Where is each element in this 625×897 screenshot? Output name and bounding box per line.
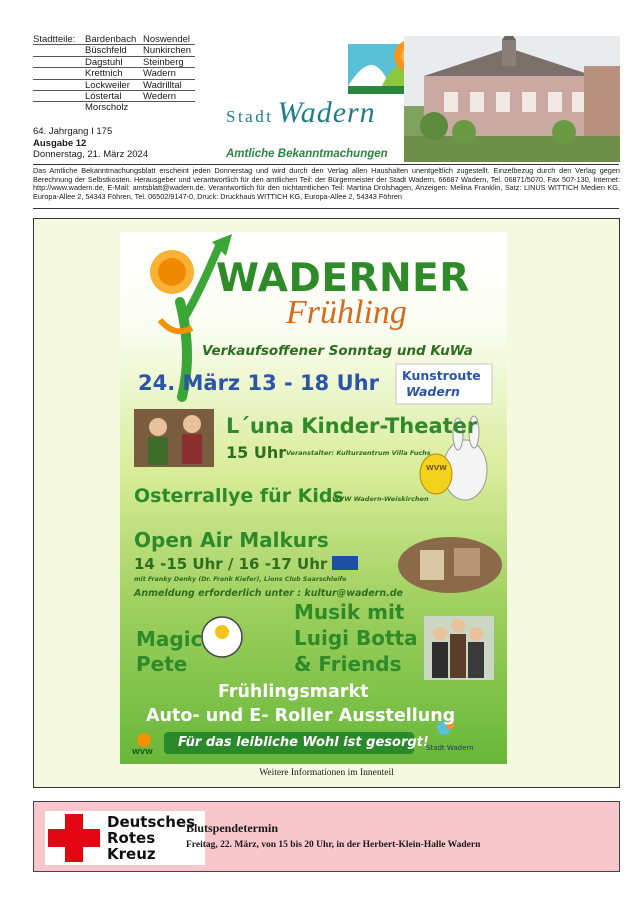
blood-donation-info: Freitag, 22. März, von 15 bis 20 Uhr, in der Herbert-Klein-Halle Wadern <box>186 840 481 850</box>
poster-subtitle: Verkaufsoffener Sonntag und KuWa <box>202 343 473 359</box>
malkurs-title: Open Air Malkurs <box>134 528 329 552</box>
issue-date: Donnerstag, 21. März 2024 <box>33 149 149 160</box>
district-name: Nunkirchen <box>143 45 192 57</box>
masthead-subtitle: Amtliche Bekanntmachungen <box>226 148 388 160</box>
district-name: Wadrilltal <box>143 79 182 91</box>
ad-caption: Weitere Informationen im Innenteil <box>259 768 394 778</box>
masthead-title <box>226 96 376 130</box>
music-line2: Luigi Botta <box>294 626 418 650</box>
spring-market: Frühlingsmarkt <box>218 682 369 702</box>
district-name: Wadern <box>143 68 176 80</box>
district-name: Bardenbach <box>85 34 137 45</box>
divider <box>33 208 619 209</box>
kunstroute-logo-line1: Kunstroute <box>402 368 481 383</box>
drk-line2: Rotes <box>107 829 156 847</box>
district-name: Morscholz <box>85 102 129 114</box>
theater-title: L´una Kinder-Theater <box>226 414 478 438</box>
districts-row <box>33 102 195 113</box>
rally-title: Osterrallye für Kids <box>134 485 344 507</box>
poster-title-script: Frühling <box>286 294 407 331</box>
districts-label: Stadtteile: <box>33 34 76 45</box>
issue-edition: Ausgabe 12 <box>33 137 87 149</box>
districts-row <box>33 91 195 102</box>
magic-pete-line1: Magic <box>136 627 203 651</box>
food-note: Für das leibliche Wohl ist gesorgt! <box>178 735 429 750</box>
wvw-badge: WVW <box>426 464 447 472</box>
drk-line1: Deutsches <box>107 813 196 831</box>
theater-time: 15 Uhr <box>226 443 287 462</box>
malkurs-organizer: mit Franky Denky (Dr. Frank Kiefer), Lions Club Saarschleife <box>134 576 347 583</box>
spring-poster <box>120 232 507 764</box>
blood-donation-title: Blutspendetermin <box>186 821 279 835</box>
music-line1: Musik mit <box>294 600 405 624</box>
malkurs-time: 14 -15 Uhr / 16 -17 Uhr <box>134 555 328 573</box>
car-expo: Auto- und E- Roller Ausstellung <box>146 706 456 726</box>
district-name <box>143 102 195 113</box>
masthead-stadt: Stadt <box>226 107 274 126</box>
district-name: Krettnich <box>85 68 123 80</box>
poster-date: 24. März 13 - 18 Uhr <box>138 371 379 395</box>
district-name: Steinberg <box>143 56 184 68</box>
districts-row <box>33 57 195 68</box>
district-name: Wedern <box>143 90 177 102</box>
drk-name <box>107 814 195 862</box>
drk-line3: Kreuz <box>107 845 156 863</box>
registration-note: Anmeldung erforderlich unter : kultur@wadern.de <box>134 588 403 599</box>
advertisement-box <box>33 218 620 788</box>
footer-wvw: WVW <box>132 748 153 756</box>
districts-row <box>33 80 195 91</box>
districts-row <box>33 34 195 45</box>
footer-town: Stadt Wadern <box>426 744 474 752</box>
district-name: Dagstuhl <box>85 56 123 68</box>
issue-info <box>33 126 148 161</box>
imprint-text: Das Amtliche Bekanntmachungsblatt erscheint jeden Donnerstag und wird durch den Verlag allen Haushalten unentgeltlich zugestellt. Einzelbezug durch den Verlag gegen Berechnung der Selbstkosten. Herausgeber und verantwortlich für den amtlichen Teil: der Bürgermeister der Stadt Wadern, 66687 Wadern, Tel. 06871/5070, Fax 507-130, Internet: http://www.wadern.de, E-Mail: amtsblatt@wadern.de. Verantwortlich für den nichtamtlichen Teil: Martina Drolshagen, Anzeigen: Melina Franklin, Satz: LINUS WITTICH Medien KG, Europa-Allee 2, 54343 Föhren, Tel. 06502/9147-0, Druck: Druckhaus WITTICH KG, Europa-Allee 2, 54343 Föhren <box>33 166 620 201</box>
magic-pete-line2: Pete <box>136 652 188 676</box>
drk-logo <box>45 811 205 865</box>
district-name: Löstertal <box>85 90 122 102</box>
divider <box>33 164 619 165</box>
music-line3: & Friends <box>294 652 402 676</box>
blood-donation-box <box>33 801 620 872</box>
districts-row <box>33 45 195 56</box>
wvw-logo-icon <box>137 733 151 747</box>
theater-organizer: Veranstalter: Kulturzentrum Villa Fuchs <box>286 449 431 457</box>
issue-volume: 64. Jahrgang I 175 <box>33 126 113 137</box>
masthead-town: Wadern <box>277 96 376 129</box>
district-name: Lockweiler <box>85 79 130 91</box>
town-hall-photo <box>404 36 620 162</box>
rally-organizer: WVW Wadern-Weiskirchen <box>332 495 429 503</box>
poster-title: WADERNER <box>216 256 470 301</box>
districts-row <box>33 68 195 79</box>
district-name: Noswendel <box>143 34 190 45</box>
districts-table <box>33 34 195 114</box>
red-cross-icon <box>48 814 100 862</box>
kunstroute-logo-line2: Wadern <box>406 384 460 399</box>
sun-icon <box>150 250 194 294</box>
district-name: Büschfeld <box>85 45 127 57</box>
